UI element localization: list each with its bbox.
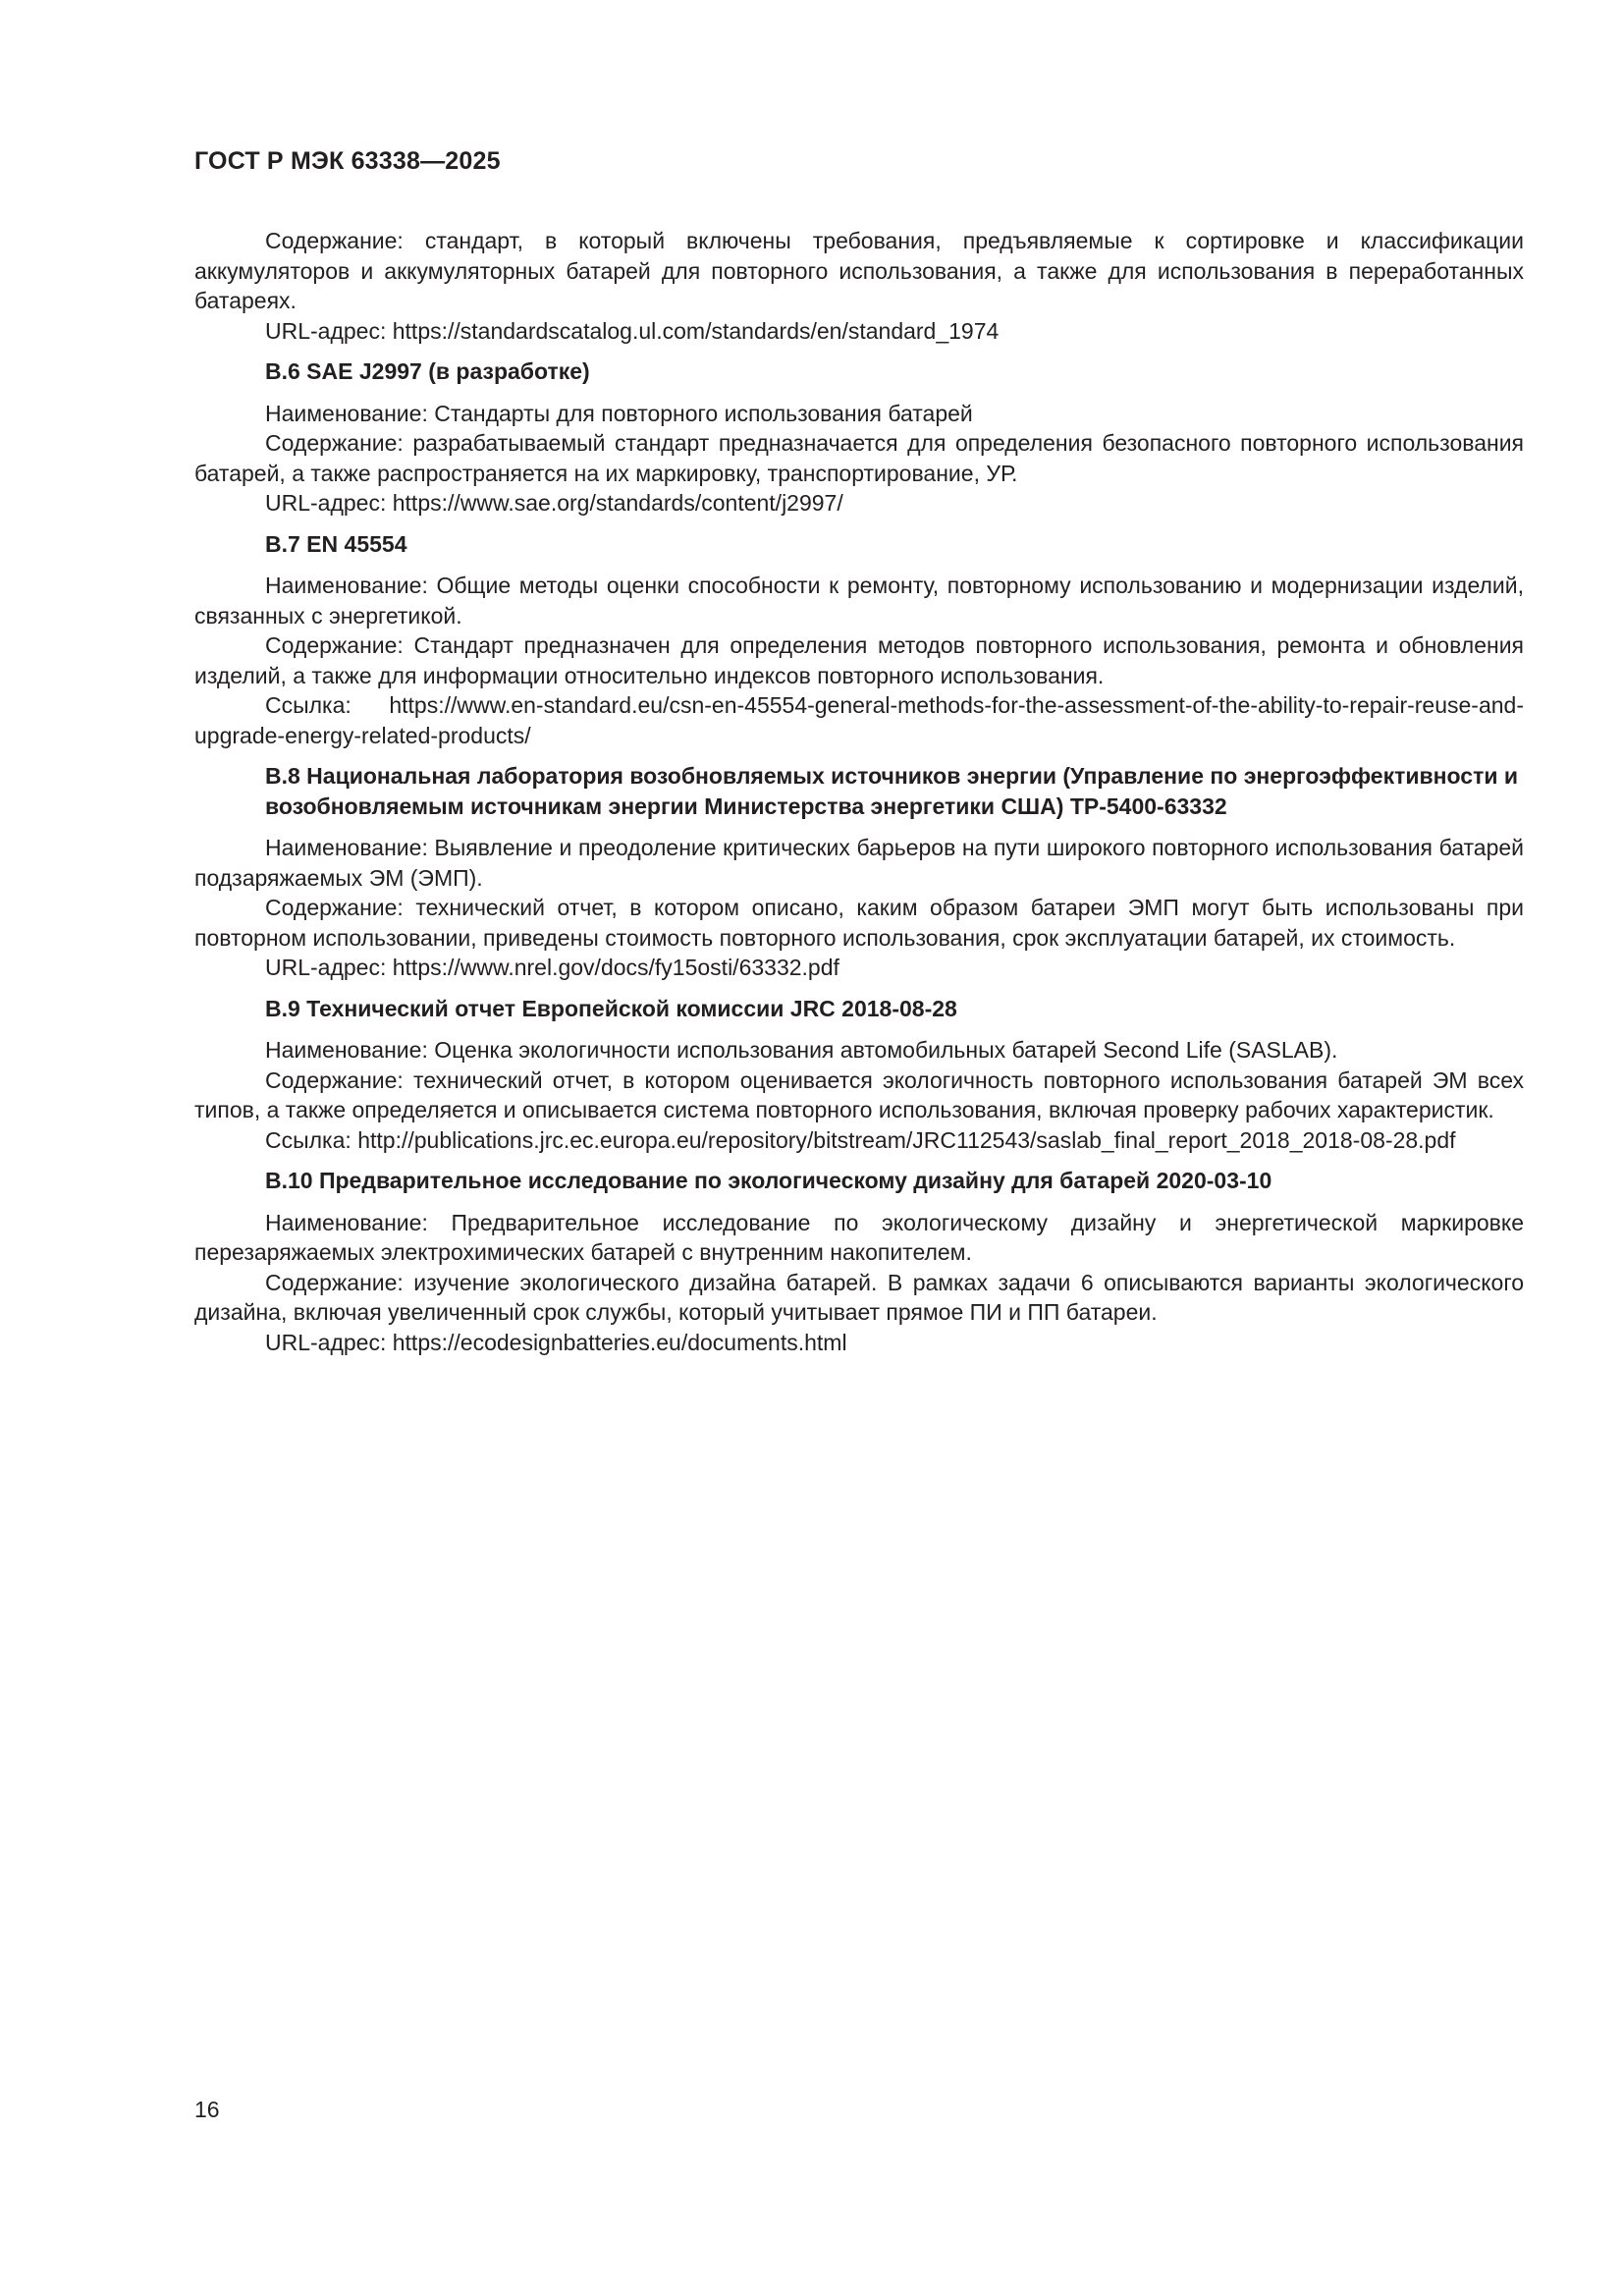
section-heading: В.7 EN 45554 — [265, 530, 407, 557]
section-b6 — [194, 356, 1524, 519]
section-name-paragraph: Наименование: Выявление и преодоление критических барьеров на пути широкого повторного использования батарей подзаряжаемых ЭМ (ЭМП). — [194, 835, 1524, 891]
intro-paragraph: Содержание: стандарт, в который включены требования, предъявляемые к сортировке и классификации аккумуляторов и аккумуляторных батарей для повторного использования, а также для использования в переработанных батареях. — [194, 228, 1524, 313]
section-url-paragraph: Ссылка: http://publications.jrc.ec.europa.eu/repository/bitstream/JRC112543/saslab_final_report_2018_2018-08-28.pdf — [265, 1126, 1456, 1153]
section-b9 — [194, 994, 1524, 1156]
section-name-paragraph: Наименование: Предварительное исследование по экологическому дизайну и энергетической маркировке перезаряжаемых электрохимических батарей с внутренним накопителем. — [194, 1209, 1524, 1265]
section-content-paragraph: Содержание: технический отчет, в котором оценивается экологичность повторного использования батарей ЭМ всех типов, а также определяется и описывается система повторного использования, включая проверку рабочих характеристик. — [194, 1066, 1524, 1122]
section-heading: В.6 SAE J2997 (в разработке) — [265, 358, 590, 384]
section-heading: В.9 Технический отчет Европейской комиссии JRC 2018-08-28 — [265, 995, 957, 1021]
document-body — [194, 226, 1524, 1357]
page-number: 16 — [194, 2097, 220, 2122]
section-url-paragraph: URL-адрес: https://ecodesignbatteries.eu/documents.html — [265, 1329, 847, 1355]
page-header-doc-id: ГОСТ Р МЭК 63338—2025 — [194, 147, 501, 175]
section-url-paragraph: URL-адрес: https://www.nrel.gov/docs/fy15osti/63332.pdf — [265, 955, 839, 980]
section-b7 — [194, 529, 1524, 751]
intro-url: URL-адрес: https://standardscatalog.ul.com/standards/en/standard_1974 — [265, 317, 1000, 344]
section-content-paragraph: Содержание: изучение экологического дизайна батарей. В рамках задачи 6 описываются варианты экологического дизайна, включая увеличенный срок службы, который учитывает прямое ПИ и ПП батареи. — [194, 1269, 1524, 1325]
intro-block — [194, 226, 1524, 346]
section-url-paragraph: Ссылка: https://www.en-standard.eu/csn-en-45554-general-methods-for-the-assessment-of-the-ability-to-repair-reuse-and-upgrade-energy-related-products/ — [194, 692, 1524, 748]
section-b8 — [194, 761, 1524, 983]
section-heading: В.10 Предварительное исследование по экологическому дизайну для батарей 2020-03-10 — [265, 1168, 1272, 1193]
section-content-paragraph: Содержание: Стандарт предназначен для определения методов повторного использования, ремонта и обновления изделий, а также для информации относительно индексов повторного использования. — [194, 632, 1524, 688]
section-name-paragraph: Наименование: Оценка экологичности использования автомобильных батарей Second Life (SASLAB). — [265, 1037, 1338, 1063]
section-name-paragraph: Наименование: Стандарты для повторного использования батарей — [265, 400, 973, 426]
section-b10 — [194, 1166, 1524, 1357]
section-content-paragraph: Содержание: технический отчет, в котором описано, каким образом батареи ЭМП могут быть использованы при повторном использовании, приведены стоимость повторного использования, срок эксплуатации батарей, их стоимость. — [194, 895, 1524, 951]
section-name-paragraph: Наименование: Общие методы оценки способности к ремонту, повторному использованию и модернизации изделий, связанных с энергетикой. — [194, 573, 1524, 629]
section-url-paragraph: URL-адрес: https://www.sae.org/standards/content/j2997/ — [265, 490, 843, 516]
section-heading: В.8 Национальная лаборатория возобновляемых источников энергии (Управление по энергоэффективности и возобновляемым источникам энергии Министерства энергетики США) TP-5400-63332 — [265, 763, 1519, 819]
section-content-paragraph: Содержание: разрабатываемый стандарт предназначается для определения безопасного повторного использования батарей, а также распространяется на их маркировку, транспортирование, УР. — [194, 430, 1524, 486]
